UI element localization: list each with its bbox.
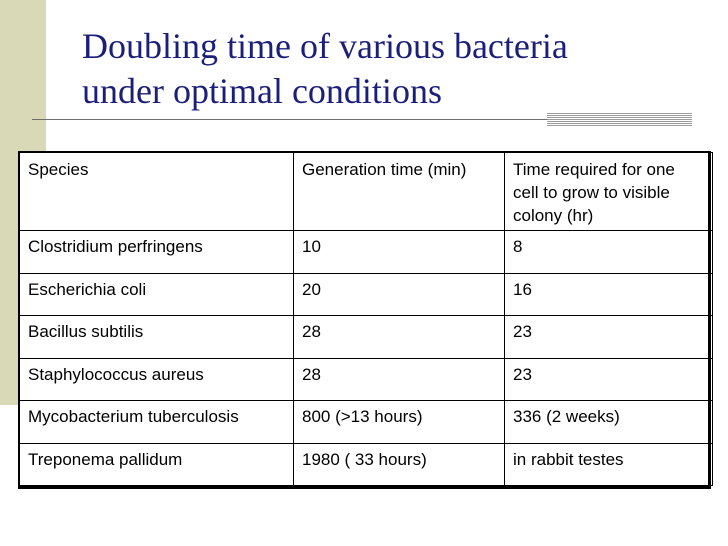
header-species: Species (20, 153, 294, 231)
generation-time-cell: 28 (294, 316, 505, 359)
species-cell: Treponema pallidum (20, 443, 294, 486)
colony-time-cell: in rabbit testes (505, 443, 713, 486)
generation-time-cell: 20 (294, 273, 505, 316)
species-cell: Escherichia coli (20, 273, 294, 316)
generation-time-cell: 1980 ( 33 hours) (294, 443, 505, 486)
colony-time-cell: 336 (2 weeks) (505, 401, 713, 444)
table-row (20, 231, 713, 274)
species-cell: Clostridium perfringens (20, 231, 294, 274)
species-cell: Staphylococcus aureus (20, 358, 294, 401)
generation-time-cell: 10 (294, 231, 505, 274)
header-generation-time: Generation time (min) (294, 153, 505, 231)
table-row (20, 401, 713, 444)
species-cell: Bacillus subtilis (20, 316, 294, 359)
bacteria-table-frame (18, 151, 711, 489)
table-row (20, 273, 713, 316)
generation-time-cell: 28 (294, 358, 505, 401)
table-row (20, 443, 713, 486)
table-header-row (20, 153, 713, 231)
title-underline-accent (547, 113, 692, 127)
table-row (20, 316, 713, 359)
header-visible-colony-time: Time required for one cell to grow to visible colony (hr) (505, 153, 713, 231)
slide-title: Doubling time of various bacteria under optimal conditions (82, 26, 568, 111)
colony-time-cell: 8 (505, 231, 713, 274)
colony-time-cell: 23 (505, 358, 713, 401)
colony-time-cell: 16 (505, 273, 713, 316)
bacteria-doubling-table (19, 152, 713, 486)
generation-time-cell: 800 (>13 hours) (294, 401, 505, 444)
table-row (20, 358, 713, 401)
species-cell: Mycobacterium tuberculosis (20, 401, 294, 444)
colony-time-cell: 23 (505, 316, 713, 359)
